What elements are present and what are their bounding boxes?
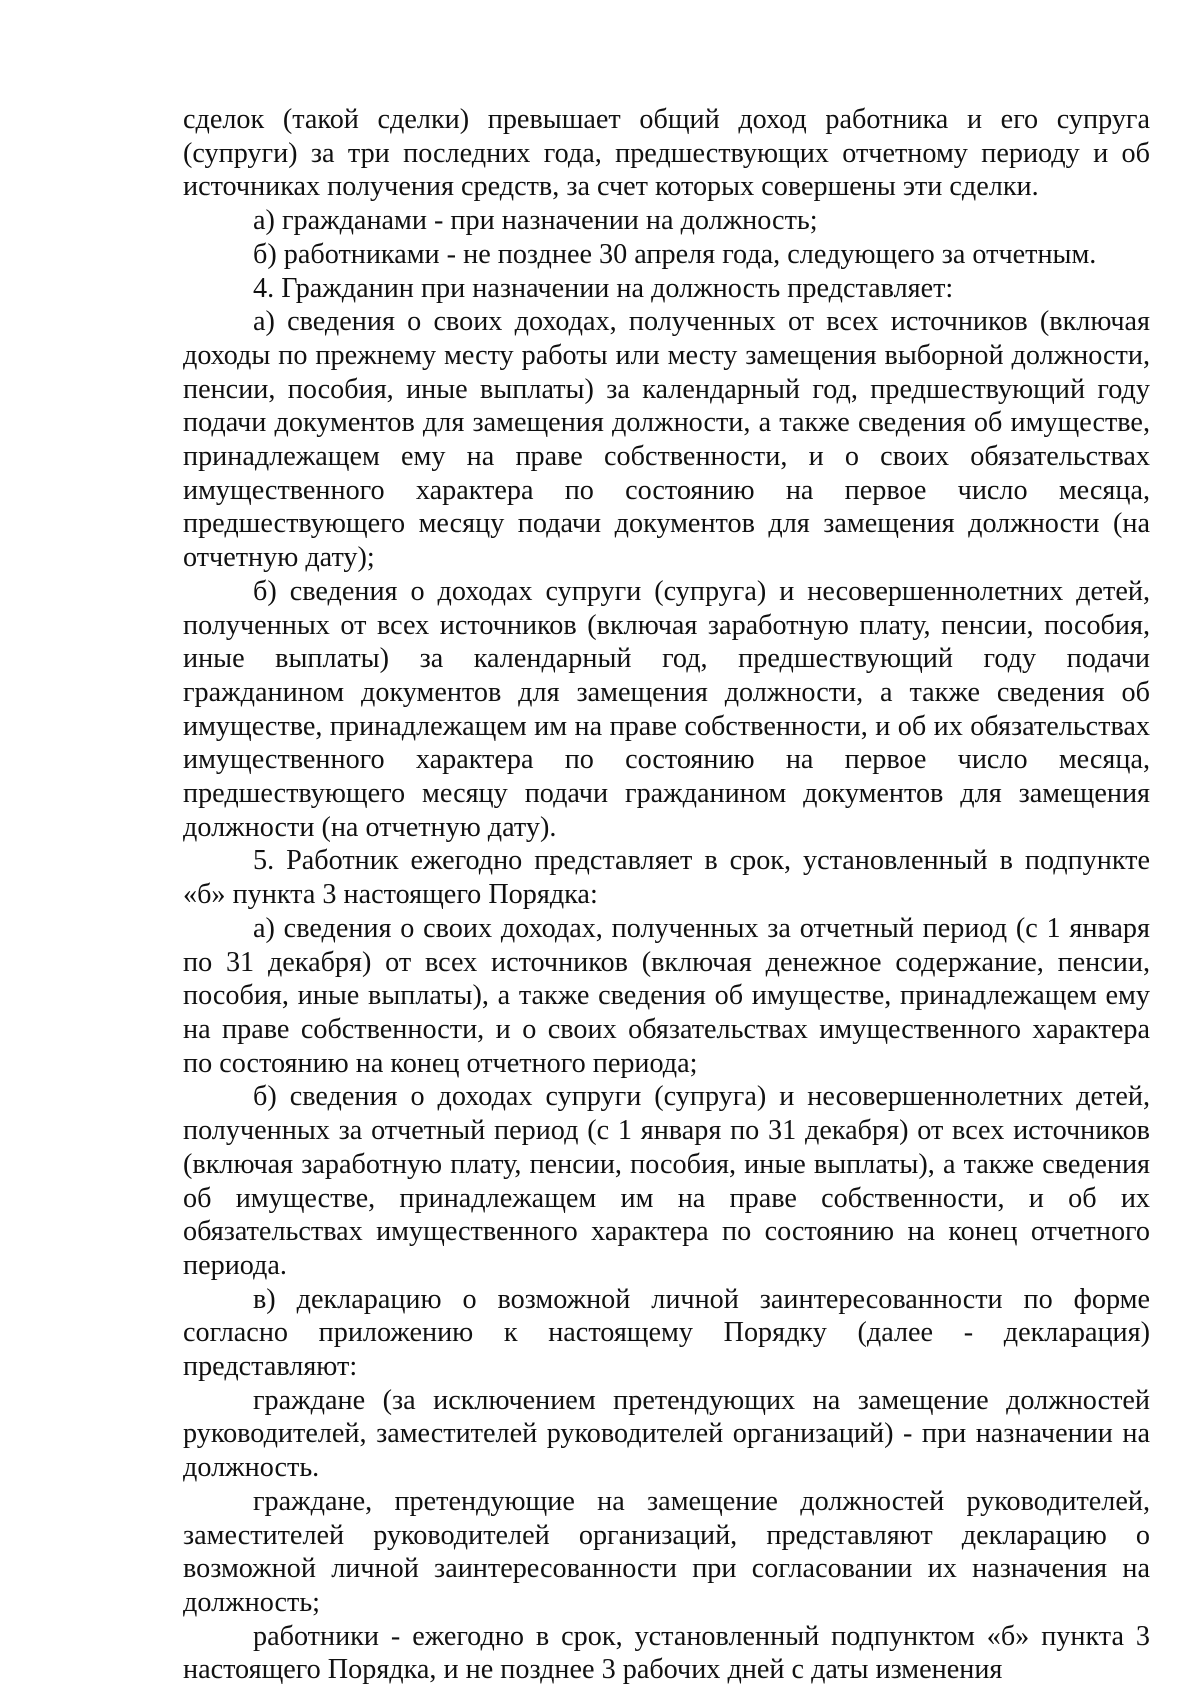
paragraph-item-5v: в) декларацию о возможной личной заинтересованности по форме согласно приложению к настоящему Порядку (далее - декларация) представляют:: [183, 1283, 1150, 1383]
paragraph-item-4a: а) сведения о своих доходах, полученных от всех источников (включая доходы по прежнему месту работы или месту замещения выборной должности, пенсии, пособия, иные выплаты) за календарный год, предшествующий году подачи документов для замещения должности, а также сведения об имуществе, принадлежащем ему на праве собственности, и о своих обязательствах имущественного характера по состоянию на первое число месяца, предшествующего месяцу подачи документов для замещения должности (на отчетную дату);: [183, 306, 1150, 574]
paragraph-item-4b: б) сведения о доходах супруги (супруга) и несовершеннолетних детей, полученных от всех источников (включая заработную плату, пенсии, пособия, иные выплаты) за календарный год, предшествующий году подачи гражданином документов для замещения должности, а также сведения об имуществе, принадлежащем им на праве собственности, и об их обязательствах имущественного характера по состоянию на первое число месяца, предшествующего месяцу подачи гражданином документов для замещения должности (на отчетную дату).: [183, 575, 1150, 843]
paragraph-transaction-income: сделок (такой сделки) превышает общий доход работника и его супруга (супруги) за три последних года, предшествующих отчетному периоду и об источниках получения средств, за счет которых совершены эти сделки.: [183, 104, 1150, 203]
paragraph-citizens-appointment: а) гражданами - при назначении на должность;: [253, 205, 818, 237]
paragraph-item-5a: а) сведения о своих доходах, полученных за отчетный период (с 1 января по 31 декабря) от всех источников (включая денежное содержание, пенсии, пособия, иные выплаты), а также сведения об имуществе, принадлежащем ему на праве собственности, и о своих обязательствах имущественного характера по состоянию на конец отчетного периода;: [183, 912, 1150, 1079]
paragraph-employees-annually: работники - ежегодно в срок, установленный подпунктом «б» пункта 3 настоящего Порядка, и не позднее 3 рабочих дней с даты изменения: [183, 1620, 1150, 1686]
paragraph-item-5b: б) сведения о доходах супруги (супруга) и несовершеннолетних детей, полученных за отчетный период (с 1 января по 31 декабря) от всех источников (включая заработную плату, пенсии, пособия, иные выплаты), а также сведения об имуществе, принадлежащем им на праве собственности, и об их обязательствах имущественного характера по состоянию на конец отчетного периода.: [183, 1081, 1150, 1281]
paragraph-employees-deadline: б) работниками - не позднее 30 апреля года, следующего за отчетным.: [253, 238, 1097, 270]
document-body: [183, 103, 1150, 1687]
paragraph-citizens-except-heads: граждане (за исключением претендующих на замещение должностей руководителей, заместителей руководителей организаций) - при назначении на должность.: [183, 1384, 1150, 1484]
paragraph-item-4: 4. Гражданин при назначении на должность представляет:: [253, 272, 954, 304]
paragraph-citizens-heads: граждане, претендующие на замещение должностей руководителей, заместителей руководителей организаций, представляют декларацию о возможной личной заинтересованности при согласовании их назначения на должность;: [183, 1485, 1150, 1618]
paragraph-item-5: 5. Работник ежегодно представляет в срок, установленный в подпункте «б» пункта 3 настоящего Порядка:: [183, 845, 1150, 911]
